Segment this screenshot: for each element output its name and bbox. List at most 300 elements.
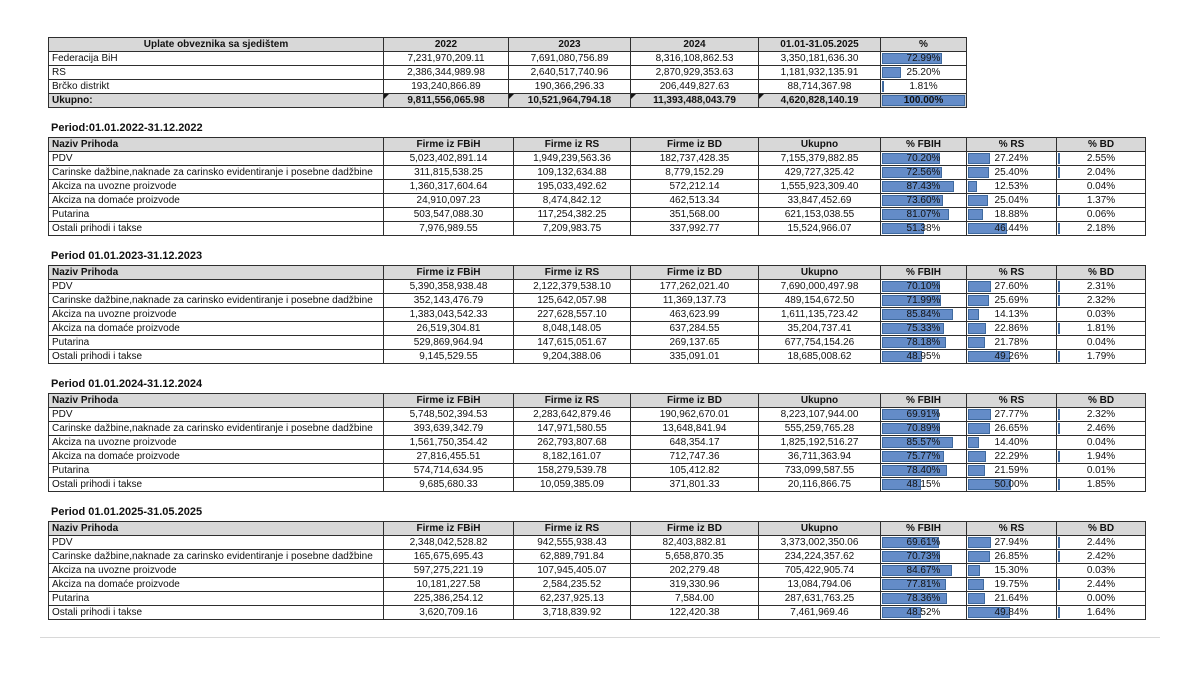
- summary-row: [49, 80, 967, 94]
- amount-cell: 62,889,791.84: [514, 550, 631, 564]
- amount-cell: 2,870,929,353.63: [631, 66, 759, 80]
- summary-header-2024: 2024: [631, 38, 759, 52]
- revenue-row: [49, 450, 1146, 464]
- amount-cell: 2,122,379,538.10: [514, 280, 631, 294]
- revenue-label: Akciza na domaće proizvode: [49, 194, 384, 208]
- percent-fbih-cell: [881, 564, 967, 578]
- amount-cell: 206,449,827.63: [631, 80, 759, 94]
- data-bar: [968, 437, 979, 448]
- percent-cell: [881, 80, 967, 94]
- percent-value: 22.29%: [994, 450, 1029, 462]
- percent-value: 0.04%: [1086, 180, 1116, 192]
- revenue-row: [49, 350, 1146, 364]
- amount-cell: 1,825,192,516.27: [759, 436, 881, 450]
- data-bar: [968, 465, 985, 476]
- revenue-row: [49, 208, 1146, 222]
- summary-row: [49, 52, 967, 66]
- amount-cell: 2,640,517,740.96: [509, 66, 631, 80]
- amount-cell: 190,962,670.01: [631, 408, 759, 422]
- amount-cell: 7,461,969.46: [759, 606, 881, 620]
- percent-value: 50.00%: [994, 478, 1029, 490]
- amount-cell: 5,023,402,891.14: [384, 152, 514, 166]
- period-title: Period 01.01.2025-31.05.2025: [51, 506, 203, 518]
- revenue-label: Ostali prihodi i takse: [49, 606, 384, 620]
- percent-bd-cell: [1057, 194, 1146, 208]
- amount-cell: 287,631,763.25: [759, 592, 881, 606]
- entity-label: Ukupno:: [49, 94, 384, 108]
- revenue-label: Carinske dažbine,naknade za carinsko evidentiranje i posebne dadžbine: [49, 422, 384, 436]
- data-bar: [882, 67, 901, 78]
- percent-bd-cell: [1057, 280, 1146, 294]
- percent-value: 0.04%: [1086, 436, 1116, 448]
- percent-value: 81.07%: [906, 208, 941, 220]
- revenue-row: [49, 280, 1146, 294]
- percent-fbih-cell: [881, 578, 967, 592]
- percent-value: 25.69%: [994, 294, 1029, 306]
- amount-cell: 10,059,385.09: [514, 478, 631, 492]
- percent-bd-cell: [1057, 464, 1146, 478]
- amount-cell: 182,737,428.35: [631, 152, 759, 166]
- revenue-label: Akciza na uvozne proizvode: [49, 564, 384, 578]
- percent-fbih-cell: [881, 180, 967, 194]
- percent-value: 1.81%: [1086, 322, 1116, 334]
- data-bar: [968, 537, 991, 548]
- percent-value: 1.64%: [1086, 606, 1116, 618]
- data-bar: [1058, 451, 1060, 462]
- revenue-label: Putarina: [49, 336, 384, 350]
- percent-value: 70.20%: [906, 152, 941, 164]
- summary-header-2025: 01.01-31.05.2025: [759, 38, 881, 52]
- percent-rs-cell: [967, 550, 1057, 564]
- percent-cell: [881, 94, 967, 108]
- amount-cell: 234,224,357.62: [759, 550, 881, 564]
- percent-value: 27.24%: [994, 152, 1029, 164]
- percent-value: 1.85%: [1086, 478, 1116, 490]
- percent-value: 85.84%: [906, 308, 941, 320]
- revenue-row: [49, 180, 1146, 194]
- period-header-row: [49, 394, 1146, 408]
- amount-cell: 82,403,882.81: [631, 536, 759, 550]
- amount-cell: 733,099,587.55: [759, 464, 881, 478]
- percent-bd-cell: [1057, 408, 1146, 422]
- percent-value: 1.81%: [909, 80, 938, 92]
- percent-rs-cell: [967, 350, 1057, 364]
- amount-cell: 8,048,148.05: [514, 322, 631, 336]
- percent-value: 85.57%: [906, 436, 941, 448]
- percent-bd-cell: [1057, 536, 1146, 550]
- amount-cell: 7,584.00: [631, 592, 759, 606]
- percent-value: 70.10%: [906, 280, 941, 292]
- summary-table: [48, 37, 967, 108]
- data-bar: [1058, 281, 1060, 292]
- entity-label: Federacija BiH: [49, 52, 384, 66]
- amount-cell: 3,373,002,350.06: [759, 536, 881, 550]
- revenue-row: [49, 536, 1146, 550]
- amount-cell: 9,811,556,065.98: [384, 94, 509, 108]
- amount-cell: 20,116,866.75: [759, 478, 881, 492]
- amount-cell: 35,204,737.41: [759, 322, 881, 336]
- amount-cell: 1,949,239,563.36: [514, 152, 631, 166]
- period-title: Period 01.01.2024-31.12.2024: [51, 378, 203, 390]
- data-bar: [1058, 167, 1060, 178]
- data-bar: [968, 451, 986, 462]
- amount-cell: 463,623.99: [631, 308, 759, 322]
- percent-value: 75.33%: [906, 322, 941, 334]
- percent-value: 70.89%: [906, 422, 941, 434]
- amount-cell: 11,393,488,043.79: [631, 94, 759, 108]
- percent-fbih-cell: [881, 280, 967, 294]
- percent-fbih-cell: [881, 294, 967, 308]
- amount-cell: 637,284.55: [631, 322, 759, 336]
- data-bar: [968, 593, 985, 604]
- percent-value: 27.77%: [994, 408, 1029, 420]
- amount-cell: 125,642,057.98: [514, 294, 631, 308]
- amount-cell: 27,816,455.51: [384, 450, 514, 464]
- percent-rs-cell: [967, 208, 1057, 222]
- period-title: Period:01.01.2022-31.12.2022: [51, 122, 203, 134]
- amount-cell: 8,316,108,862.53: [631, 52, 759, 66]
- percent-bd-cell: [1057, 166, 1146, 180]
- percent-rs-cell: [967, 606, 1057, 620]
- percent-cell: [881, 66, 967, 80]
- revenue-label: Carinske dažbine,naknade za carinsko evidentiranje i posebne dadžbine: [49, 550, 384, 564]
- revenue-label: Ostali prihodi i takse: [49, 222, 384, 236]
- percent-bd-cell: [1057, 180, 1146, 194]
- percent-value: 21.64%: [994, 592, 1029, 604]
- percent-value: 0.03%: [1086, 564, 1116, 576]
- revenue-label: Akciza na uvozne proizvode: [49, 180, 384, 194]
- revenue-row: [49, 478, 1146, 492]
- percent-value: 69.91%: [906, 408, 941, 420]
- percent-bd-cell: [1057, 578, 1146, 592]
- percent-bd-cell: [1057, 606, 1146, 620]
- percent-fbih-cell: [881, 336, 967, 350]
- data-bar: [968, 579, 984, 590]
- percent-value: 21.78%: [994, 336, 1029, 348]
- percent-rs-cell: [967, 308, 1057, 322]
- amount-cell: 621,153,038.55: [759, 208, 881, 222]
- percent-value: 15.30%: [994, 564, 1029, 576]
- amount-cell: 7,691,080,756.89: [509, 52, 631, 66]
- amount-cell: 10,181,227.58: [384, 578, 514, 592]
- percent-value: 1.94%: [1086, 450, 1116, 462]
- amount-cell: 1,383,043,542.33: [384, 308, 514, 322]
- percent-value: 0.06%: [1086, 208, 1116, 220]
- amount-cell: 9,204,388.06: [514, 350, 631, 364]
- data-bar: [1058, 223, 1060, 234]
- revenue-label: Akciza na uvozne proizvode: [49, 308, 384, 322]
- amount-cell: 572,212.14: [631, 180, 759, 194]
- percent-value: 25.40%: [994, 166, 1029, 178]
- data-bar: [968, 409, 991, 420]
- percent-value: 0.00%: [1086, 592, 1116, 604]
- amount-cell: 193,240,866.89: [384, 80, 509, 94]
- revenue-row: [49, 408, 1146, 422]
- percent-fbih-cell: [881, 408, 967, 422]
- data-bar: [1058, 409, 1060, 420]
- amount-cell: 11,369,137.73: [631, 294, 759, 308]
- revenue-label: PDV: [49, 408, 384, 422]
- percent-rs-cell: [967, 536, 1057, 550]
- column-header: % FBIH: [881, 394, 967, 408]
- column-header: % RS: [967, 394, 1057, 408]
- revenue-row: [49, 422, 1146, 436]
- revenue-row: [49, 436, 1146, 450]
- amount-cell: 9,685,680.33: [384, 478, 514, 492]
- data-bar: [882, 81, 884, 92]
- percent-value: 2.31%: [1086, 280, 1116, 292]
- percent-value: 18.88%: [994, 208, 1029, 220]
- amount-cell: 10,521,964,794.18: [509, 94, 631, 108]
- column-header: Firme iz BD: [631, 394, 759, 408]
- amount-cell: 177,262,021.40: [631, 280, 759, 294]
- amount-cell: 262,793,807.68: [514, 436, 631, 450]
- data-bar: [968, 337, 985, 348]
- percent-rs-cell: [967, 180, 1057, 194]
- revenue-row: [49, 222, 1146, 236]
- percent-value: 2.42%: [1086, 550, 1116, 562]
- percent-rs-cell: [967, 464, 1057, 478]
- data-bar: [968, 209, 983, 220]
- revenue-label: Ostali prihodi i takse: [49, 478, 384, 492]
- data-bar: [1058, 479, 1060, 490]
- column-header: % BD: [1057, 266, 1146, 280]
- percent-bd-cell: [1057, 152, 1146, 166]
- revenue-row: [49, 308, 1146, 322]
- column-header: % BD: [1057, 138, 1146, 152]
- revenue-row: [49, 336, 1146, 350]
- percent-value: 25.20%: [906, 66, 941, 78]
- data-bar: [1058, 351, 1060, 362]
- column-header: Ukupno: [759, 266, 881, 280]
- percent-fbih-cell: [881, 152, 967, 166]
- column-header: % FBIH: [881, 522, 967, 536]
- amount-cell: 429,727,325.42: [759, 166, 881, 180]
- column-header: % RS: [967, 266, 1057, 280]
- summary-header-2022: 2022: [384, 38, 509, 52]
- amount-cell: 269,137.65: [631, 336, 759, 350]
- percent-value: 73.60%: [906, 194, 941, 206]
- amount-cell: 529,869,964.94: [384, 336, 514, 350]
- data-bar: [968, 195, 988, 206]
- percent-rs-cell: [967, 280, 1057, 294]
- percent-value: 0.04%: [1086, 336, 1116, 348]
- amount-cell: 2,283,642,879.46: [514, 408, 631, 422]
- revenue-label: Akciza na domaće proizvode: [49, 322, 384, 336]
- period-table: [48, 521, 1146, 620]
- amount-cell: 1,360,317,604.64: [384, 180, 514, 194]
- summary-header-label: Uplate obveznika sa sjedištem: [49, 38, 384, 52]
- percent-value: 71.99%: [906, 294, 941, 306]
- data-bar: [968, 295, 989, 306]
- amount-cell: 1,181,932,135.91: [759, 66, 881, 80]
- period-header-row: [49, 266, 1146, 280]
- percent-bd-cell: [1057, 336, 1146, 350]
- amount-cell: 2,386,344,989.98: [384, 66, 509, 80]
- amount-cell: 195,033,492.62: [514, 180, 631, 194]
- percent-fbih-cell: [881, 436, 967, 450]
- column-header: Firme iz FBiH: [384, 522, 514, 536]
- amount-cell: 7,155,379,882.85: [759, 152, 881, 166]
- percent-value: 75.77%: [906, 450, 941, 462]
- percent-bd-cell: [1057, 294, 1146, 308]
- summary-header-2023: 2023: [509, 38, 631, 52]
- period-section: [48, 250, 1148, 364]
- revenue-row: [49, 550, 1146, 564]
- revenue-label: Akciza na uvozne proizvode: [49, 436, 384, 450]
- amount-cell: 942,555,938.43: [514, 536, 631, 550]
- page-break-line: [40, 637, 1160, 638]
- amount-cell: 107,945,405.07: [514, 564, 631, 578]
- percent-value: 2.18%: [1086, 222, 1116, 234]
- revenue-row: [49, 592, 1146, 606]
- percent-value: 78.40%: [906, 464, 941, 476]
- percent-value: 2.32%: [1086, 294, 1116, 306]
- percent-fbih-cell: [881, 194, 967, 208]
- data-bar: [968, 565, 980, 576]
- amount-cell: 117,254,382.25: [514, 208, 631, 222]
- revenue-label: Akciza na domaće proizvode: [49, 578, 384, 592]
- amount-cell: 9,145,529.55: [384, 350, 514, 364]
- percent-value: 84.67%: [906, 564, 941, 576]
- percent-fbih-cell: [881, 464, 967, 478]
- amount-cell: 62,237,925.13: [514, 592, 631, 606]
- amount-cell: 705,422,905.74: [759, 564, 881, 578]
- amount-cell: 158,279,539.78: [514, 464, 631, 478]
- amount-cell: 503,547,088.30: [384, 208, 514, 222]
- percent-value: 0.01%: [1086, 464, 1116, 476]
- percent-value: 26.65%: [994, 422, 1029, 434]
- amount-cell: 648,354.17: [631, 436, 759, 450]
- data-bar: [968, 281, 991, 292]
- column-header: Naziv Prihoda: [49, 266, 384, 280]
- percent-value: 12.53%: [994, 180, 1029, 192]
- column-header: % BD: [1057, 522, 1146, 536]
- amount-cell: 13,084,794.06: [759, 578, 881, 592]
- amount-cell: 7,209,983.75: [514, 222, 631, 236]
- percent-fbih-cell: [881, 166, 967, 180]
- revenue-row: [49, 578, 1146, 592]
- amount-cell: 122,420.38: [631, 606, 759, 620]
- amount-cell: 5,390,358,938.48: [384, 280, 514, 294]
- column-header: % RS: [967, 522, 1057, 536]
- amount-cell: 33,847,452.69: [759, 194, 881, 208]
- percent-bd-cell: [1057, 436, 1146, 450]
- report-sheet: [48, 37, 1148, 620]
- amount-cell: 555,259,765.28: [759, 422, 881, 436]
- percent-rs-cell: [967, 294, 1057, 308]
- amount-cell: 1,611,135,723.42: [759, 308, 881, 322]
- revenue-label: Putarina: [49, 464, 384, 478]
- revenue-row: [49, 606, 1146, 620]
- percent-bd-cell: [1057, 592, 1146, 606]
- amount-cell: 352,143,476.79: [384, 294, 514, 308]
- period-title: Period 01.01.2023-31.12.2023: [51, 250, 203, 262]
- percent-value: 48.52%: [906, 606, 941, 618]
- amount-cell: 3,350,181,636.30: [759, 52, 881, 66]
- percent-fbih-cell: [881, 592, 967, 606]
- amount-cell: 1,561,750,354.42: [384, 436, 514, 450]
- percent-value: 69.61%: [906, 536, 941, 548]
- percent-value: 87.43%: [906, 180, 941, 192]
- percent-value: 49.26%: [994, 350, 1029, 362]
- period-section: [48, 378, 1148, 492]
- percent-value: 48.95%: [906, 350, 941, 362]
- amount-cell: 8,223,107,944.00: [759, 408, 881, 422]
- amount-cell: 3,620,709.16: [384, 606, 514, 620]
- revenue-label: PDV: [49, 152, 384, 166]
- amount-cell: 4,620,828,140.19: [759, 94, 881, 108]
- revenue-row: [49, 194, 1146, 208]
- revenue-label: Ostali prihodi i takse: [49, 350, 384, 364]
- percent-cell: [881, 52, 967, 66]
- percent-rs-cell: [967, 564, 1057, 578]
- percent-bd-cell: [1057, 308, 1146, 322]
- amount-cell: 712,747.36: [631, 450, 759, 464]
- percent-value: 27.94%: [994, 536, 1029, 548]
- percent-value: 2.44%: [1086, 578, 1116, 590]
- percent-value: 2.04%: [1086, 166, 1116, 178]
- column-header: Firme iz BD: [631, 266, 759, 280]
- revenue-row: [49, 152, 1146, 166]
- data-bar: [968, 153, 990, 164]
- percent-value: 25.04%: [994, 194, 1029, 206]
- percent-value: 51.38%: [906, 222, 941, 234]
- percent-value: 46.44%: [994, 222, 1029, 234]
- percent-bd-cell: [1057, 208, 1146, 222]
- percent-value: 1.37%: [1086, 194, 1116, 206]
- period-section: [48, 506, 1148, 620]
- percent-rs-cell: [967, 152, 1057, 166]
- amount-cell: 7,690,000,497.98: [759, 280, 881, 294]
- amount-cell: 5,748,502,394.53: [384, 408, 514, 422]
- percent-fbih-cell: [881, 308, 967, 322]
- amount-cell: 337,992.77: [631, 222, 759, 236]
- period-header-row: [49, 522, 1146, 536]
- data-bar: [1058, 323, 1060, 334]
- column-header: % RS: [967, 138, 1057, 152]
- percent-rs-cell: [967, 422, 1057, 436]
- percent-value: 48.15%: [906, 478, 941, 490]
- percent-value: 77.81%: [906, 578, 941, 590]
- percent-fbih-cell: [881, 606, 967, 620]
- percent-value: 49.84%: [994, 606, 1029, 618]
- period-table: [48, 137, 1146, 236]
- amount-cell: 371,801.33: [631, 478, 759, 492]
- percent-rs-cell: [967, 166, 1057, 180]
- amount-cell: 597,275,221.19: [384, 564, 514, 578]
- column-header: Firme iz BD: [631, 138, 759, 152]
- percent-value: 19.75%: [994, 578, 1029, 590]
- percent-value: 2.55%: [1086, 152, 1116, 164]
- data-bar: [1058, 551, 1060, 562]
- summary-header-row: [49, 38, 967, 52]
- amount-cell: 351,568.00: [631, 208, 759, 222]
- column-header: Naziv Prihoda: [49, 138, 384, 152]
- revenue-label: Akciza na domaće proizvode: [49, 450, 384, 464]
- percent-fbih-cell: [881, 478, 967, 492]
- amount-cell: 5,658,870.35: [631, 550, 759, 564]
- percent-fbih-cell: [881, 350, 967, 364]
- data-bar: [1058, 195, 1060, 206]
- data-bar: [968, 309, 979, 320]
- period-section: [48, 122, 1148, 236]
- percent-value: 72.56%: [906, 166, 941, 178]
- amount-cell: 8,779,152.29: [631, 166, 759, 180]
- data-bar: [968, 551, 990, 562]
- percent-fbih-cell: [881, 550, 967, 564]
- amount-cell: 202,279.48: [631, 564, 759, 578]
